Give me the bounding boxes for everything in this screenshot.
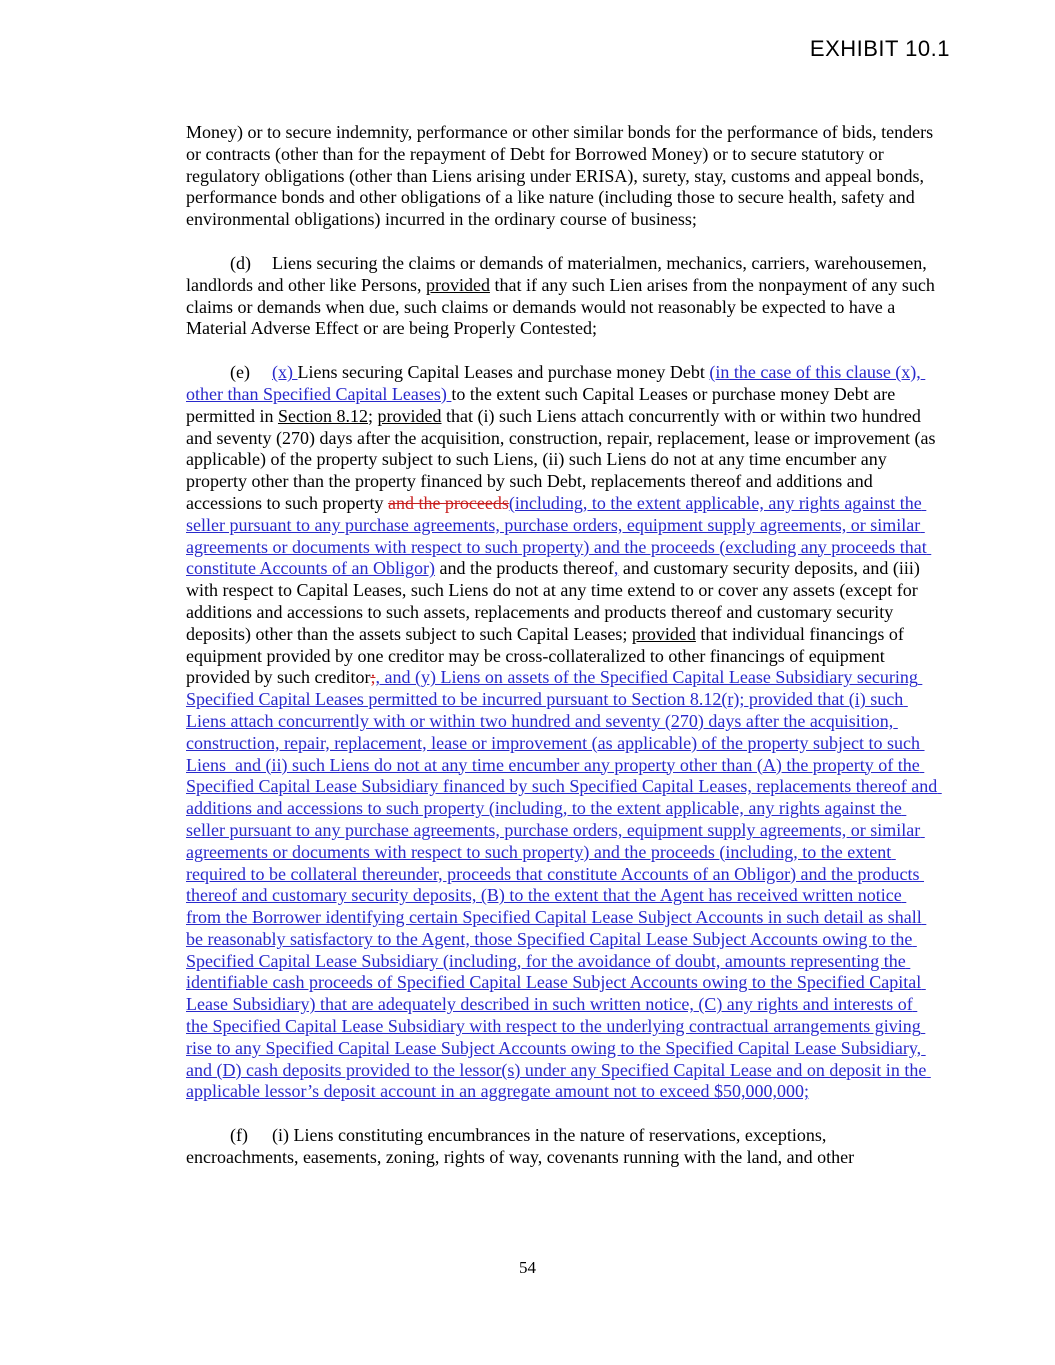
body-text: Liens securing the claims or demands of materialmen, mechanics, carriers, warehousemen, landlords and other like Persons,: [186, 252, 932, 295]
deleted-text: ;: [370, 667, 376, 688]
document-body: [186, 122, 942, 1191]
underlined-term: provided: [631, 623, 696, 644]
inserted-text: (in the case of this clause (x), other than Specified Capital Leases): [186, 362, 926, 404]
body-text: that if any such Lien arises from the nonpayment of any such claims or demands when due, such claims or demands would not reasonably be expected to have a Material Adverse Effect or are being Properly Contested;: [186, 274, 940, 339]
body-text: that individual financings of equipment provided by one creditor may be cross-collateralized to other financings of equipment provided by such creditor: [186, 623, 909, 688]
body-text: that (i) such Liens attach concurrently with or within two hundred and seventy (270) days after the acquisition, construction, repair, replacement, lease or improvement (as applicable) of the property subject to such Liens, (ii) such Liens do not at any time encumber any property other than the property financed by such Debt, replacements thereof and additions and accessions to such property: [186, 405, 941, 513]
paragraph-continuation: [186, 122, 938, 231]
inserted-text: ,: [613, 558, 619, 579]
underlined-term: Section 8.12: [277, 405, 368, 426]
paragraph-e: [186, 362, 942, 1103]
body-text: Money) or to secure indemnity, performance or other similar bonds for the performance of bids, tenders or contracts (other than for the repayment of Debt for Borrowed Money) or to secure statutory or regulatory obligations (other than Liens arising under ERISA), surety, stay, customs and appeal bonds, performance bonds and other obligations of a like nature (including those to secure health, safety and environmental obligations) incurred in the ordinary course of business;: [186, 122, 938, 230]
inserted-text: , and (y) Liens on assets of the Specified Capital Lease Subsidiary securing Specified Capital Leases permitted to be incurred pursuant to Section 8.12(r); provided that (i) such Liens attach concurrently with or within two hundred and seventy (270) days after the acquisition, construction, repair, replacement, lease or improvement (as applicable) of the property subject to such Liens and (ii) such Liens do not at any time encumber any property other than (A) the property of the Specified Capital Lease Subsidiary financed by such Specified Capital Leases, replacements thereof and additions and accessions to such property (including, to the extent applicable, any rights against the seller pursuant to any purchase agreements, purchase orders, equipment supply agreements, or similar agreements or documents with respect to such property) and the proceeds (including, to the extent required to be collateral thereunder, proceeds that constitute Accounts of an Obligor) and the products thereof and customary security deposits, (B) to the extent that the Agent has received written notice from the Borrower identifying certain Specified Capital Lease Subject Accounts in such detail as shall be reasonably satisfactory to the Agent, those Specified Capital Lease Subject Accounts owing to the Specified Capital Lease Subsidiary (including, for the avoidance of doubt, amounts representing the identifiable cash proceeds of Specified Capital Lease Subject Accounts owing to the Specified Capital Lease Subsidiary) that are adequately described in such written notice, (C) any rights and interests of the Specified Capital Lease Subsidiary with respect to the underlying contractual arrangements giving rise to any Specified Capital Lease Subject Accounts owing to the Specified Capital Lease Subsidiary, and (D) cash deposits provided to the lessor(s) under any Specified Capital Lease and on deposit in the applicable lessor’s deposit account in an aggregate amount not to exceed $50,000,000;: [186, 667, 942, 1102]
body-text: (i) Liens constituting encumbrances in the nature of reservations, exceptions, encroachments, easements, zoning, rights of way, covenants running with the land, and other: [186, 1125, 855, 1168]
body-text: ;: [367, 405, 378, 426]
deleted-text: and the proceeds: [387, 492, 509, 513]
paragraph-f: [186, 1125, 938, 1169]
paragraph-label: (e): [230, 362, 250, 383]
exhibit-header: EXHIBIT 10.1: [809, 36, 950, 61]
inserted-text: (x): [272, 362, 298, 383]
underlined-term: provided: [377, 405, 442, 426]
inserted-text: (including, to the extent applicable, any rights against the seller pursuant to any purchase agreements, purchase orders, equipment supply agreements, or similar agreements or documents with respect to such property) and the proceeds (excluding any proceeds that constitute Accounts of an Obligor): [186, 492, 932, 579]
body-text: and the products thereof: [434, 558, 614, 579]
paragraph-label: (d): [230, 252, 251, 273]
body-text: to the extent such Capital Leases or purchase money Debt are permitted in: [186, 383, 900, 426]
body-text: Liens securing Capital Leases and purchase money Debt: [297, 362, 710, 383]
paragraph-d: [186, 253, 938, 340]
page-number: 54: [519, 1258, 536, 1277]
body-text: and customary security deposits, and (iii) with respect to Capital Leases, such Liens do not at any time extend to or cover any assets (except for additions and accessions to such assets, replacements and products thereof and customary security deposits) other than the assets subject to such Capital Leases;: [186, 558, 925, 644]
underlined-term: provided: [425, 274, 490, 295]
paragraph-label: (f): [230, 1125, 248, 1146]
